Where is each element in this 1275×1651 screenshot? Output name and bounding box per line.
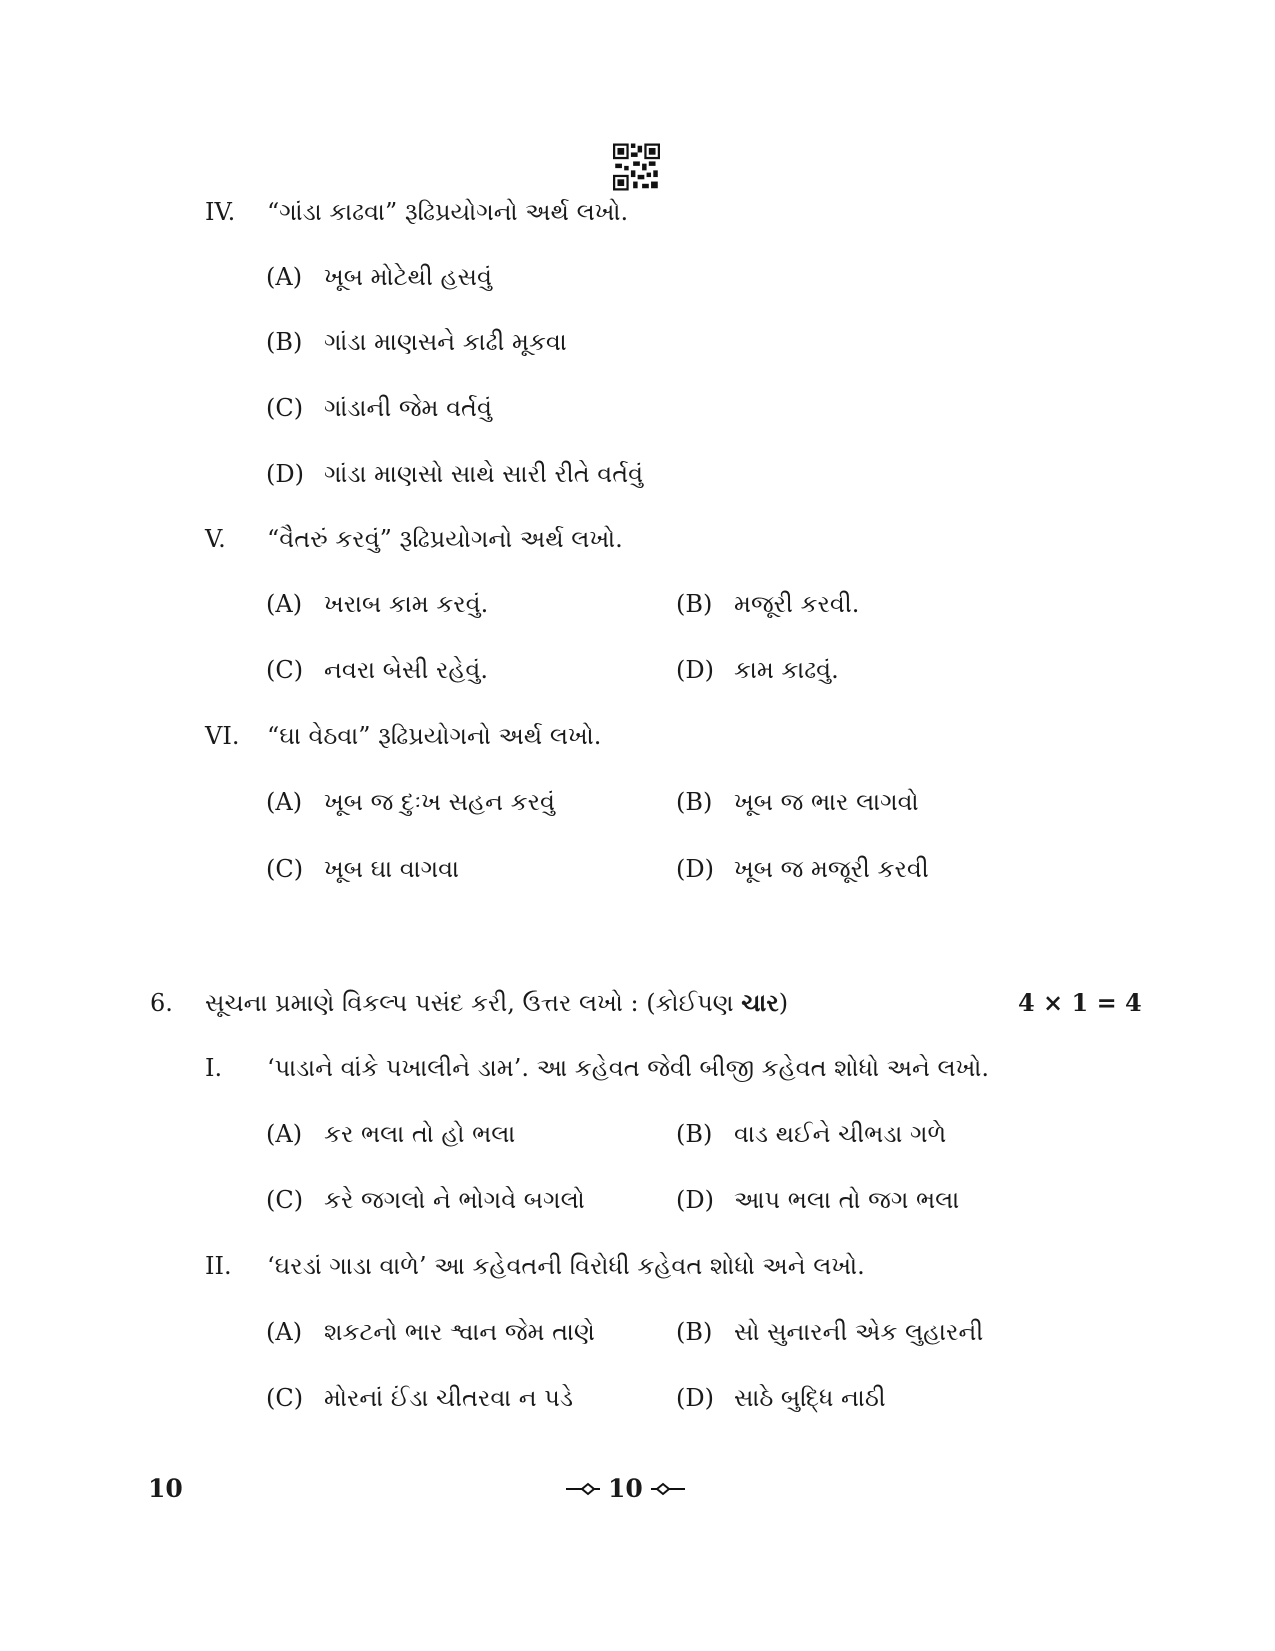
question-i [205, 1054, 989, 1082]
option-b: (B) ગાંડા માણસને કાઢી મૂકવા [266, 328, 567, 356]
question-ii [205, 1252, 865, 1280]
question-text: “ગાંડા કાઢવા” રૂઢિપ્રયોગનો અર્થ લખો. [267, 198, 629, 226]
option-c: (C) કરે જગલો ને ભોગવે બગલો [266, 1186, 585, 1214]
option-b: (B) વાડ થઈને ચીભડા ગળે [676, 1120, 947, 1148]
question-6 [150, 988, 788, 1017]
left-ornament-icon [566, 1482, 600, 1496]
page-number-left: 10 [148, 1474, 183, 1503]
question-vi [205, 722, 601, 750]
question-iv [205, 198, 628, 226]
option-a: (A) શકટનો ભાર શ્વાન જેમ તાણે [266, 1318, 595, 1346]
option-a: (A) કર ભલા તો હો ભલા [266, 1120, 516, 1148]
qr-code-icon [613, 143, 660, 191]
question-instruction: સૂચના પ્રમાણે વિકલ્પ પસંદ કરી, ઉત્તર લખો : (કોઈપણ [205, 989, 742, 1017]
option-b: (B) સો સુનારની એક લુહારની [676, 1318, 984, 1346]
option-a: (A) ખૂબ મોટેથી હસવું [266, 263, 492, 291]
question-text: “વૈતરું કરવું” રૂઢિપ્રયોગનો અર્થ લખો. [267, 525, 623, 553]
question-text: ‘પાડાને વાંકે પખાલીને ડામ’. આ કહેવત જેવી બીજી કહેવત શોધો અને લખો. [267, 1054, 990, 1082]
page-number-center [566, 1474, 685, 1503]
option-d: (D) કામ કાઢવું. [676, 656, 839, 684]
question-text: ‘ઘરડાં ગાડા વાળે’ આ કહેવતની વિરોધી કહેવત શોધો અને લખો. [267, 1252, 865, 1280]
page-number: 10 [608, 1474, 643, 1503]
question-v [205, 525, 623, 553]
option-b: (B) ખૂબ જ ભાર લાગવો [676, 788, 919, 816]
question-number: V. [205, 525, 226, 553]
marks-label: 4 × 1 = 4 [1018, 988, 1142, 1017]
option-c: (C) ગાંડાની જેમ વર્તવું [266, 394, 492, 422]
instruction-end: ) [778, 989, 789, 1017]
option-a: (A) ખૂબ જ દુઃખ સહન કરવું [266, 788, 555, 816]
option-d: (D) ગાંડા માણસો સાથે સારી રીતે વર્તવું [266, 460, 644, 488]
option-d: (D) સાઠે બુદ્ધિ નાઠી [676, 1384, 886, 1412]
instruction-emphasis: ચાર [741, 988, 779, 1017]
question-number: 6. [150, 989, 173, 1017]
question-number: I. [205, 1054, 223, 1082]
question-text: “ઘા વેઠવા” રૂઢિપ્રયોગનો અર્થ લખો. [267, 722, 602, 750]
right-ornament-icon [651, 1482, 685, 1496]
question-number: VI. [205, 722, 240, 750]
option-d: (D) ખૂબ જ મજૂરી કરવી [676, 855, 929, 883]
option-d: (D) આપ ભલા તો જગ ભલા [676, 1186, 960, 1214]
option-c: (C) નવરા બેસી રહેવું. [266, 656, 489, 684]
option-c: (C) ખૂબ ઘા વાગવા [266, 855, 459, 883]
question-number: IV. [205, 198, 236, 226]
option-a: (A) ખરાબ કામ કરવું. [266, 590, 489, 618]
option-c: (C) મોરનાં ઈંડા ચીતરવા ન પડે [266, 1384, 574, 1412]
option-b: (B) મજૂરી કરવી. [676, 590, 860, 618]
question-number: II. [205, 1252, 232, 1280]
